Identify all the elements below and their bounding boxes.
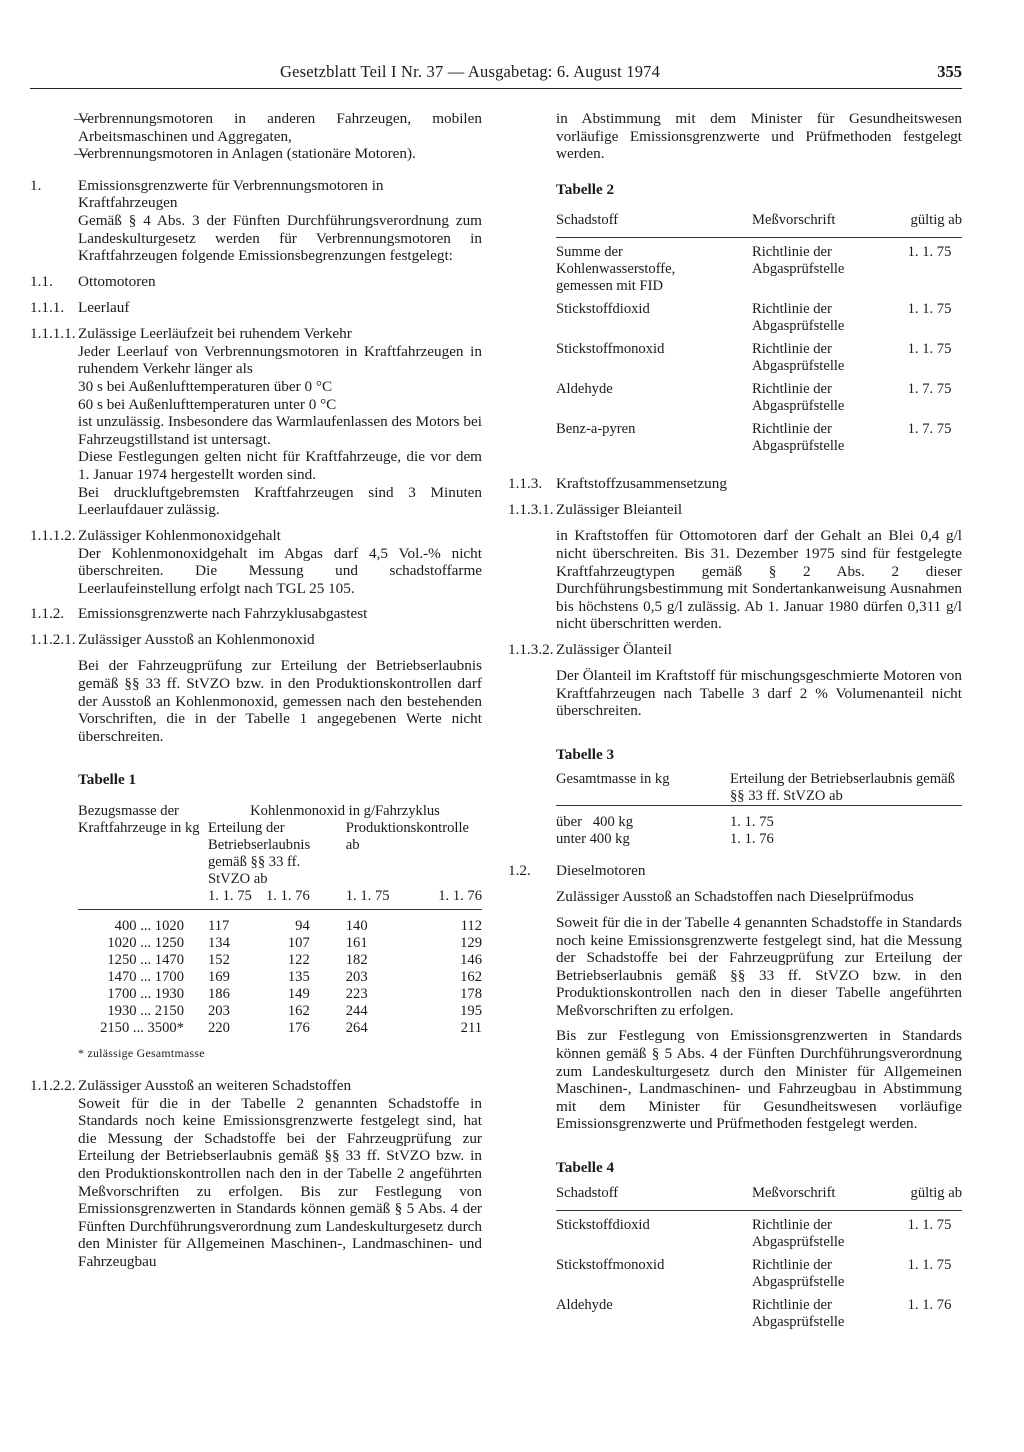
table-cell: 149	[287, 986, 310, 1003]
table-row	[556, 831, 962, 848]
table-cell: 1. 1. 75	[907, 244, 952, 261]
table-row	[78, 1003, 482, 1020]
table-cell: 1. 1. 75	[907, 1256, 952, 1273]
table-cell: Richtlinie der Abgasprüfstelle	[752, 421, 845, 455]
table-cell: über 400 kg	[556, 814, 634, 831]
table-cell: Stickstoffmonoxid	[556, 341, 665, 358]
col-header: Gesamtmasse in kg	[556, 771, 730, 806]
table-row	[556, 341, 962, 381]
bullet-item: — Verbrennungsmotoren in Anlagen (stationäre Motoren).	[30, 145, 482, 163]
section-heading: 1.1.1.2. Zulässiger Kohlenmonoxidgehalt	[30, 526, 281, 544]
table-cell: Aldehyde	[556, 1296, 613, 1313]
table-cell: 223	[345, 986, 368, 1003]
table-cell: Richtlinie der Abgasprüfstelle	[752, 381, 845, 415]
col-header: Schadstoff	[556, 212, 752, 238]
section-heading: 1.1.3. Kraftstoffzusammensetzung	[508, 475, 727, 493]
paragraph: Zulässiger Ausstoß an Schadstoffen nach Dieselprüfmodus	[556, 888, 914, 906]
col-header: Erteilung der Betriebserlaubnis gemäß §§ 33 ff. StVZO ab	[208, 820, 311, 888]
table-cell: Richtlinie der Abgasprüfstelle	[752, 1296, 845, 1330]
header-title: Gesetzblatt Teil I Nr. 37 — Ausgabetag: 6. August 1974	[280, 62, 661, 81]
paragraph: in Abstimmung mit dem Minister für Gesundheitswesen vorläufige Emissionsgrenzwerte und Prüfmethoden festgelegt werden.	[556, 110, 962, 163]
table-cell: 146	[460, 952, 482, 969]
table-3	[556, 771, 962, 848]
col-header: Bezugsmasse der Kraftfahrzeuge in kg	[78, 803, 200, 837]
table-cell: Summe der Kohlenwasserstoffe, gemessen mit FID	[556, 244, 676, 295]
table-cell: 117	[208, 918, 230, 935]
table-cell: Richtlinie der Abgasprüfstelle	[752, 1216, 845, 1250]
col-header: Produktionskontrolle ab	[345, 820, 469, 854]
table-row	[556, 381, 962, 421]
table-cell: 1020 ... 1250	[107, 935, 184, 952]
bullet-item: — Verbrennungsmotoren in anderen Fahrzeugen, mobilen Arbeitsmaschinen und Aggregaten,	[30, 110, 482, 145]
table-cell: 112	[460, 918, 482, 935]
table-cell: 162	[287, 1003, 310, 1020]
table-cell: Aldehyde	[556, 381, 613, 398]
section-heading: 1.1.2. Emissionsgrenzwerte nach Fahrzyklusabgastest	[30, 605, 368, 623]
paragraph: Der Ölanteil im Kraftstoff für mischungsgeschmierte Motoren von Kraftfahrzeugen nach Tabelle 3 darf 2 % Volumenanteil nicht überschreiten.	[556, 666, 962, 720]
table-cell: 2150 ... 3500*	[100, 1020, 184, 1037]
table-cell: Stickstoffmonoxid	[556, 1256, 665, 1273]
table-cell: Stickstoffdioxid	[556, 1216, 650, 1233]
table-cell: 1. 7. 75	[907, 421, 952, 438]
table-cell: 203	[208, 1003, 230, 1020]
table-cell: 1. 7. 75	[907, 381, 952, 398]
table-cell: Stickstoffdioxid	[556, 301, 650, 318]
table-cell: 134	[208, 935, 230, 952]
col-date: 1. 1. 76	[414, 888, 482, 910]
table-row	[78, 969, 482, 986]
table-title: Tabelle 1	[78, 771, 137, 789]
col-header: Erteilung der Betriebserlaubnis gemäß §§ 33 ff. StVZO ab	[730, 771, 962, 806]
table-row	[556, 1217, 962, 1257]
table-title: Tabelle 4	[556, 1159, 615, 1177]
table-cell: 1930 ... 2150	[107, 1003, 184, 1020]
table-cell: 1. 1. 75	[907, 301, 952, 318]
table-cell: 129	[460, 935, 482, 952]
paragraph: ist unzulässig. Insbesondere das Warmlaufenlassen des Motors bei Fahrzeugstillstand ist untersagt.	[78, 413, 482, 448]
table-title: Tabelle 2	[556, 180, 615, 198]
table-2	[556, 212, 962, 461]
table-row	[78, 918, 482, 935]
col-header: Schadstoff	[556, 1185, 752, 1211]
table-cell: 176	[287, 1020, 310, 1037]
table-cell: 1. 1. 75	[907, 1216, 952, 1233]
col-header: Meßvorschrift	[752, 212, 897, 238]
section-heading: 1.1.1.1. Zulässige Leerläufzeit bei ruhendem Verkehr	[30, 324, 352, 342]
table-row	[78, 952, 482, 969]
table-row	[556, 1297, 962, 1337]
table-row	[78, 1020, 482, 1037]
page-number: 355	[937, 62, 962, 81]
paragraph: Jeder Leerlauf von Verbrennungsmotoren in Kraftfahrzeugen in ruhendem Verkehr länger als	[78, 342, 482, 378]
table-cell: 203	[345, 969, 368, 986]
table-cell: 1. 1. 76	[730, 831, 774, 848]
table-cell: Richtlinie der Abgasprüfstelle	[752, 1256, 845, 1290]
table-cell: Benz-a-pyren	[556, 421, 636, 438]
table-cell: 152	[208, 952, 230, 969]
col-date: 1. 1. 75	[346, 888, 414, 910]
table-row	[556, 814, 962, 831]
col-header: Meßvorschrift	[752, 1185, 897, 1211]
paragraph: Soweit für die in der Tabelle 4 genannten Schadstoffe in Standards noch keine Emissionsgrenzwerte festgelegt sind, hat die Messung der Schadstoffe bei der Fahrzeugprüfung zur Erteilung der Betriebserlaubnis gemäß §§ 33 ff. StVZO bzw. in den Produktionskontrollen nach den in dieser Tabelle angeführten Meßvorschriften zu erfolgen.	[556, 913, 962, 1019]
table-cell: 135	[287, 969, 310, 986]
page-header	[30, 60, 962, 89]
table-cell: 1. 1. 75	[907, 341, 952, 358]
section-heading: 1.1.2.1. Zulässiger Ausstoß an Kohlenmonoxid	[30, 631, 315, 649]
paragraph: in Kraftstoffen für Ottomotoren darf der Gehalt an Blei 0,4 g/l nicht überschreiten. Bis 31. Dezember 1975 sind für festgelegte Kraftfahrzeugtypen gemäß § 2 Abs. 2 dieser Durchführungsbestimmung mit Sondertankanweisung Ausnahmen bis höchstens 0,5 g/l zulässig. Ab 1. Januar 1980 dürfen 0,311 g/l nicht überschritten werden.	[556, 527, 962, 633]
table-cell: Richtlinie der Abgasprüfstelle	[752, 341, 845, 375]
section-heading: 1.1.2.2. Zulässiger Ausstoß an weiteren Schadstoffen	[30, 1076, 352, 1094]
table-cell: 162	[460, 969, 482, 986]
list-line: 30 s bei Außenlufttemperaturen über 0 °C	[78, 377, 333, 395]
table-cell: 195	[460, 1003, 482, 1020]
table-cell: 122	[287, 952, 310, 969]
footnote: * zulässige Gesamtmasse	[78, 1046, 205, 1061]
table-cell: 1. 1. 75	[730, 814, 774, 831]
table-cell: 264	[345, 1020, 368, 1037]
table-cell: 94	[295, 918, 310, 935]
col-date: 1. 1. 76	[256, 888, 346, 910]
table-cell: 1. 1. 76	[907, 1296, 952, 1313]
table-cell: 182	[345, 952, 368, 969]
section-heading: 1.1.3.2. Zulässiger Ölanteil	[508, 640, 672, 658]
table-row	[78, 935, 482, 952]
section-heading: 1.1.3.1. Zulässiger Bleianteil	[508, 501, 683, 519]
table-cell: 178	[460, 986, 482, 1003]
table-row	[78, 986, 482, 1003]
table-cell: 211	[460, 1020, 482, 1037]
section-heading: 1. Emissionsgrenzwerte für Verbrennungsmotoren in Kraftfahrzeugen	[30, 176, 384, 212]
paragraph: Gemäß § 4 Abs. 3 der Fünften Durchführungsverordnung zum Landeskulturgesetz werden für Verbrennungsmotoren in Kraftfahrzeugen folgende Emissionsbegrenzungen festgelegt:	[78, 211, 482, 265]
section-heading: 1.2. Dieselmotoren	[508, 862, 646, 880]
table-cell: 1700 ... 1930	[107, 986, 184, 1003]
table-title: Tabelle 3	[556, 745, 615, 763]
paragraph: Diese Festlegungen gelten nicht für Kraftfahrzeuge, die vor dem 1. Januar 1974 hergestellt worden sind.	[78, 448, 482, 483]
table-cell: 169	[208, 969, 230, 986]
table-row	[556, 421, 962, 461]
paragraph: Bei druckluftgebremsten Kraftfahrzeugen sind 3 Minuten Leerlaufdauer zulässig.	[78, 483, 482, 519]
table-cell: 1470 ... 1700	[107, 969, 184, 986]
table-cell: 140	[345, 918, 368, 935]
table-row	[556, 301, 962, 341]
section-heading: 1.1.1. Leerlauf	[30, 298, 130, 316]
table-cell: 1250 ... 1470	[107, 952, 184, 969]
table-cell: 161	[345, 935, 368, 952]
right-column	[508, 110, 962, 1337]
table-cell: unter 400 kg	[556, 831, 630, 848]
table-cell: Richtlinie der Abgasprüfstelle	[752, 244, 845, 278]
table-row	[556, 244, 962, 301]
left-column	[30, 110, 482, 1271]
paragraph: Bis zur Festlegung von Emissionsgrenzwerten in Standards können gemäß § 5 Abs. 4 der Fünften Durchführungsverordnung zum Landeskulturgesetz durch den Minister für Allgemeinen Maschinen-, Landmaschinen- und Fahrzeugbau in Abstimmung mit dem Minister für Gesundheitswesen vorläufige Emissionsgrenzwerte und Prüfmethoden festgelegt werden.	[556, 1027, 962, 1133]
col-header: gültig ab	[897, 1185, 962, 1211]
paragraph: Soweit für die in der Tabelle 2 genannten Schadstoffe in Standards noch keine Emissionsgrenzwerte festgelegt sind, hat die Messung der Schadstoffe bei der Fahrzeugprüfung zur Erteilung der Betriebserlaubnis gemäß §§ 33 ff. StVZO bzw. in den Produktionskontrollen nach den in der Tabelle 2 angeführten Meßvorschriften zu erfolgen. Bis zur Festlegung von Emissionsgrenzwerten in Standards können gemäß § 5 Abs. 4 der Fünften Durchführungsverordnung zum Landeskulturgesetz durch den Minister für Allgemeinen Maschinen-, Landmaschinen- und Fahrzeugbau	[78, 1094, 482, 1270]
table-1	[78, 803, 482, 1037]
col-date: 1. 1. 75	[208, 888, 256, 910]
col-header: gültig ab	[897, 212, 962, 238]
table-cell: 107	[287, 935, 310, 952]
table-cell: 400 ... 1020	[114, 918, 184, 935]
table-row	[556, 1257, 962, 1297]
section-heading: 1.1. Ottomotoren	[30, 272, 156, 290]
table-cell: 186	[208, 986, 230, 1003]
paragraph: Der Kohlenmonoxidgehalt im Abgas darf 4,5 Vol.-% nicht überschreiten. Die Messung und schadstoffarme Leerlaufeinstellung erfolgt nach TGL 25 105.	[78, 544, 482, 597]
table-cell: Richtlinie der Abgasprüfstelle	[752, 301, 845, 335]
col-header: Kohlenmonoxid in g/Fahrzyklus	[250, 803, 440, 820]
paragraph: Bei der Fahrzeugprüfung zur Erteilung der Betriebserlaubnis gemäß §§ 33 ff. StVZO bzw. in den Produktionskontrollen darf der Ausstoß an Kohlenmonoxid, gemessen nach den bestehenden Vorschriften, die in der Tabelle 1 angegebenen Werte nicht überschreiten.	[78, 657, 482, 745]
table-cell: 220	[208, 1020, 230, 1037]
table-cell: 244	[345, 1003, 368, 1020]
list-line: 60 s bei Außenlufttemperaturen unter 0 °C	[78, 395, 337, 413]
table-4	[556, 1185, 962, 1337]
